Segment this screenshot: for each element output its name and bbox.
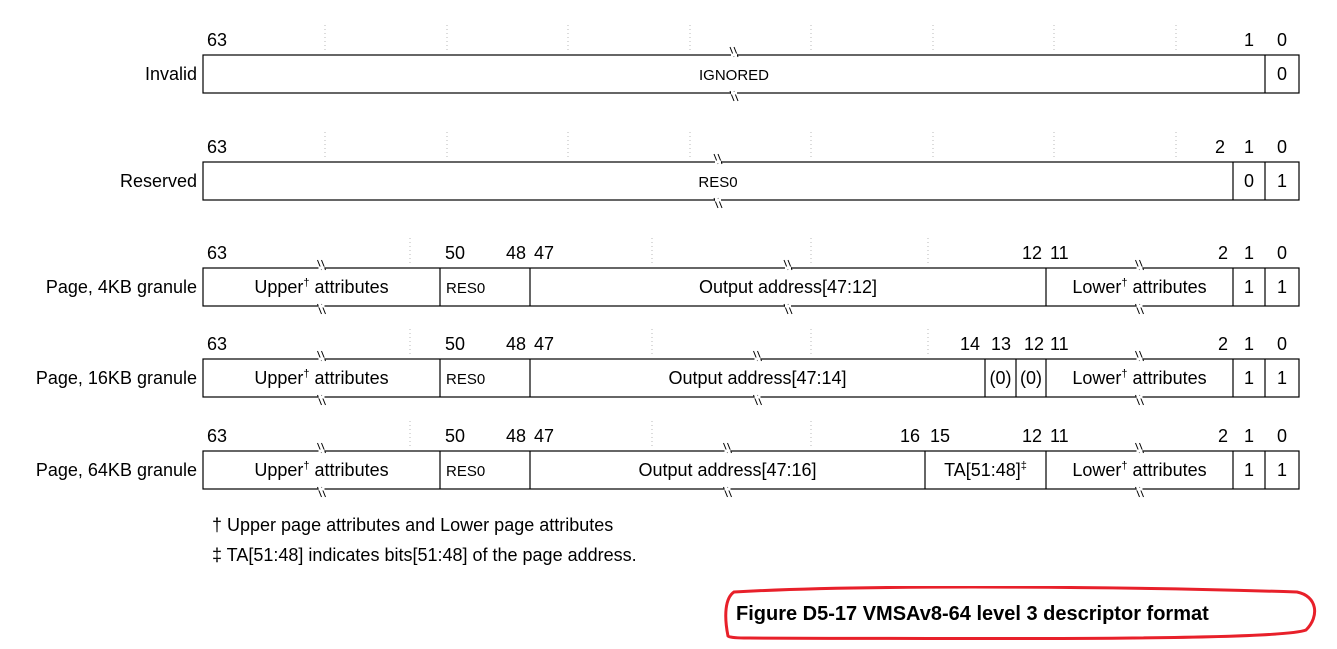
field-label: Output address[47:14] (668, 368, 847, 388)
bit-number: 63 (207, 426, 228, 446)
field-label: Output address[47:16] (638, 460, 817, 480)
bit-number: 1 (1243, 30, 1255, 50)
field-label: Upper† attributes (254, 368, 389, 388)
field-label: Lower† attributes (1072, 277, 1207, 297)
descriptor-row (46, 238, 1299, 306)
footnote-double-dagger: ‡ TA[51:48] indicates bits[51:48] of the page address. (212, 545, 637, 565)
row-label: Page, 64KB granule (35, 460, 197, 480)
bit-number: 12 (1021, 426, 1042, 446)
field-label: Output address[47:12] (698, 277, 878, 297)
bit-number: 11 (1050, 334, 1069, 354)
field-label: Lower† attributes (1072, 368, 1207, 388)
field-label: RES0 (446, 280, 486, 297)
descriptor-row (120, 132, 1299, 200)
bit-number: 2 (1217, 243, 1228, 263)
field-label: RES0 (446, 463, 486, 480)
footnote-mark: † (1121, 277, 1128, 289)
bit-number: 12 (1023, 334, 1045, 354)
bit-number: 50 (445, 334, 466, 354)
field-label: 0 (1243, 171, 1255, 191)
bit-number: 1 (1243, 426, 1255, 446)
bit-number: 47 (534, 334, 555, 354)
bit-number: 0 (1276, 137, 1288, 157)
field-label: 1 (1243, 460, 1255, 480)
figure-caption (722, 586, 1322, 642)
bit-number: 48 (505, 426, 526, 446)
descriptor-box (203, 162, 1299, 200)
footnote-mark: † (303, 277, 310, 289)
bit-number: 63 (207, 137, 228, 157)
bit-number: 11 (1050, 426, 1069, 446)
bit-number: 13 (990, 334, 1012, 354)
field-label: Upper† attributes (254, 460, 389, 480)
bit-number: 0 (1276, 243, 1288, 263)
bit-number: 2 (1214, 137, 1226, 157)
descriptor-row (36, 329, 1299, 397)
row-label: Page, 16KB granule (35, 368, 197, 388)
bit-number: 0 (1276, 426, 1288, 446)
field-label: 1 (1243, 277, 1255, 297)
bit-number: 47 (534, 243, 555, 263)
footnote-mark: † (303, 368, 310, 380)
field-label: 1 (1276, 277, 1288, 297)
field-label: 0 (1276, 64, 1288, 84)
bit-number: 47 (534, 426, 555, 446)
field-label: IGNORED (698, 67, 770, 84)
field-label: RES0 (446, 371, 486, 388)
field-label: (0) (1020, 368, 1042, 388)
footnote-mark: ‡ (1020, 460, 1027, 472)
footnote-dagger: † Upper page attributes and Lower page attributes (212, 515, 614, 535)
bit-number: 48 (505, 334, 526, 354)
bit-number: 63 (207, 30, 228, 50)
field-label: 1 (1276, 368, 1288, 388)
footnote-mark: † (303, 460, 310, 472)
bit-number: 50 (445, 426, 466, 446)
bit-number: 1 (1243, 334, 1255, 354)
field-label: 1 (1276, 171, 1288, 191)
footnote-mark: † (1121, 368, 1128, 380)
bit-number: 0 (1276, 334, 1288, 354)
bit-number: 1 (1243, 243, 1255, 263)
figure-title: Figure D5-17 VMSAv8-64 level 3 descriptor format (736, 603, 1209, 625)
bit-number: 15 (930, 426, 951, 446)
bit-number: 48 (505, 243, 526, 263)
bit-number: 0 (1276, 30, 1288, 50)
row-label: Reserved (119, 171, 197, 191)
bit-number: 63 (207, 243, 228, 263)
field-label: TA[51:48]‡ (944, 460, 1027, 480)
field-label: (0) (989, 368, 1012, 388)
bit-number: 14 (959, 334, 981, 354)
footnote-mark: † (1121, 460, 1128, 472)
bit-number: 1 (1243, 137, 1255, 157)
row-label: Page, 4KB granule (45, 277, 197, 297)
bit-number: 11 (1050, 243, 1069, 263)
field-label: RES0 (698, 174, 738, 191)
descriptor-row (145, 25, 1299, 93)
field-label: 1 (1276, 460, 1288, 480)
row-label: Invalid (144, 64, 197, 84)
bit-number: 12 (1021, 243, 1042, 263)
bit-number: 63 (207, 334, 228, 354)
bit-number: 2 (1217, 426, 1228, 446)
field-label: 1 (1243, 368, 1255, 388)
bit-number: 16 (899, 426, 920, 446)
bit-number: 50 (445, 243, 466, 263)
field-label: Upper† attributes (254, 277, 389, 297)
bit-number: 2 (1217, 334, 1228, 354)
descriptor-row (36, 421, 1299, 489)
field-label: Lower† attributes (1072, 460, 1207, 480)
